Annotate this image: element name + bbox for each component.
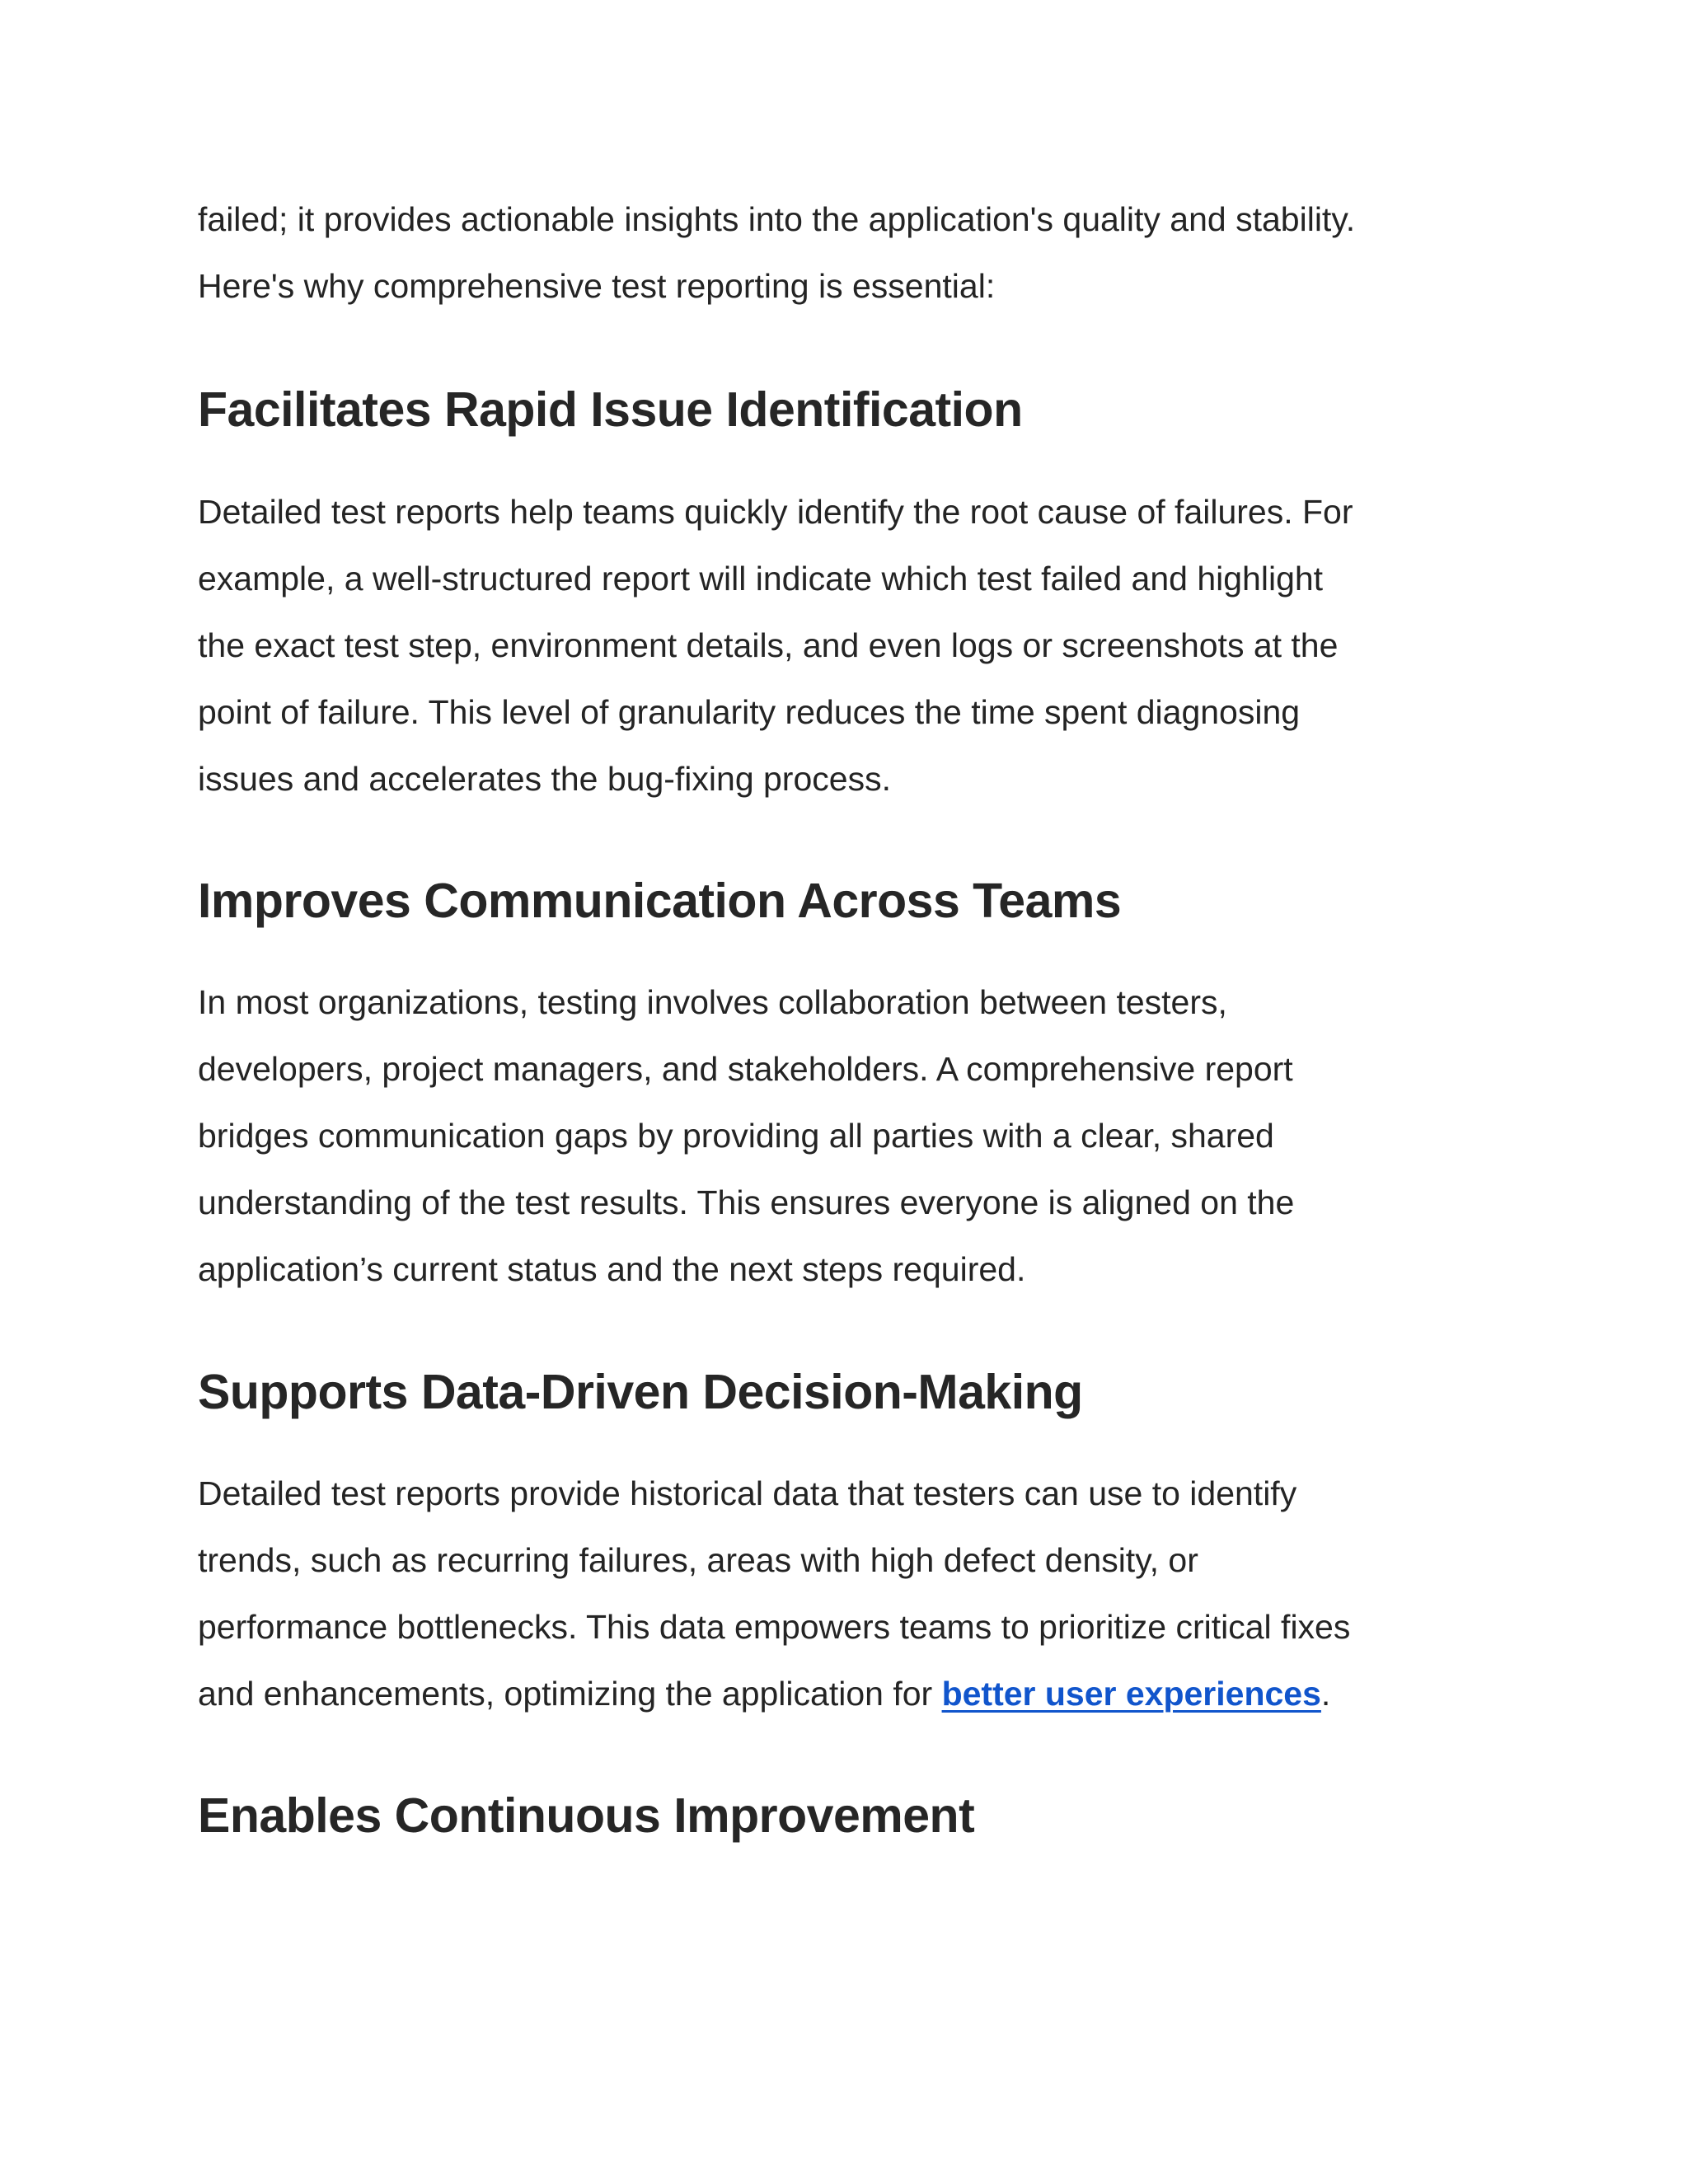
text-line: developers, project managers, and stakeholders. A comprehensive report [198,1050,1293,1088]
heading-continuous-improvement: Enables Continuous Improvement [198,1788,975,1843]
paragraph-communication-across-teams [198,969,1294,1303]
heading-communication-across-teams: Improves Communication Across Teams [198,874,1122,928]
text-line: In most organizations, testing involves collaboration between testers, [198,983,1227,1021]
text-line: point of failure. This level of granularity reduces the time spent diagnosing [198,693,1301,731]
heading-data-driven-decision-making: Supports Data-Driven Decision-Making [198,1365,1083,1419]
text-line: bridges communication gaps by providing all parties with a clear, shared [198,1117,1274,1155]
text-line: Here's why comprehensive test reporting is essential: [198,267,996,305]
text-line: performance bottlenecks. This data empowers teams to prioritize critical fixes [198,1608,1351,1646]
better-user-experiences-link[interactable]: better user experiences [941,1675,1321,1713]
text-line: Detailed test reports provide historical data that testers can use to identify [198,1474,1297,1512]
text-line: failed; it provides actionable insights into the application's quality and stability. [198,200,1356,238]
text-line-prefix: and enhancements, optimizing the application for [198,1675,942,1713]
text-line: trends, such as recurring failures, areas with high defect density, or [198,1541,1198,1579]
heading-rapid-issue-identification: Facilitates Rapid Issue Identification [198,382,1023,437]
paragraph-rapid-issue-identification [198,479,1353,813]
text-line: example, a well-structured report will indicate which test failed and highlight [198,560,1324,598]
text-line: Detailed test reports help teams quickly identify the root cause of failures. For [198,493,1353,531]
text-line: understanding of the test results. This ensures everyone is aligned on the [198,1183,1295,1221]
text-line: issues and accelerates the bug-fixing process. [198,760,891,798]
intro-paragraph [198,186,1355,320]
text-line-suffix: . [1320,1675,1331,1713]
text-line: application’s current status and the next steps required. [198,1250,1026,1288]
text-line-with-link [198,1661,1350,1727]
text-line: the exact test step, environment details, and even logs or screenshots at the [198,626,1339,664]
paragraph-data-driven-decision-making [198,1460,1350,1727]
